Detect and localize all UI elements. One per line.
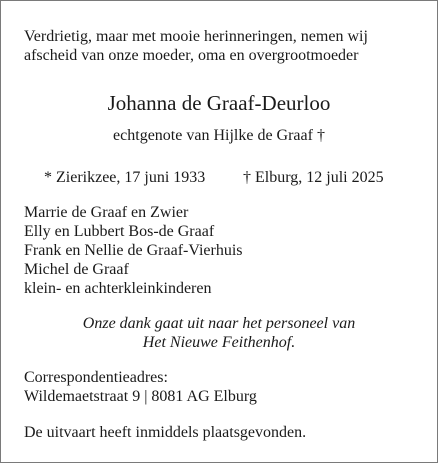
thanks-line-1: Onze dank gaat uit naar het personeel van bbox=[82, 315, 356, 332]
thanks-text bbox=[0, 314, 438, 352]
death-date: † Elburg, 12 juli 2025 bbox=[243, 169, 384, 186]
family-list bbox=[24, 203, 243, 298]
intro-text bbox=[24, 27, 424, 65]
birth-date: * Zierikzee, 17 juni 1933 bbox=[44, 169, 206, 186]
spouse-line: echtgenote van Hijlke de Graaf † bbox=[113, 127, 325, 144]
intro-line-2: afscheid van onze moeder, oma en overgrootmoeder bbox=[24, 47, 359, 64]
family-member: Marrie de Graaf en Zwier bbox=[24, 204, 189, 221]
address-label: Correspondentieadres: bbox=[24, 369, 168, 386]
family-member: Frank en Nellie de Graaf-Vierhuis bbox=[24, 242, 243, 259]
address-value: Wildemaetstraat 9 | 8081 AG Elburg bbox=[24, 388, 257, 405]
correspondence-address bbox=[24, 368, 257, 406]
deceased-name: Johanna de Graaf-Deurloo bbox=[107, 91, 331, 115]
family-member: klein- en achterkleinkinderen bbox=[24, 280, 212, 297]
intro-line-1: Verdrietig, maar met mooie herinneringen, nemen wij bbox=[24, 28, 368, 45]
thanks-line-2: Het Nieuwe Feithenhof. bbox=[142, 334, 296, 351]
family-member: Elly en Lubbert Bos-de Graaf bbox=[24, 223, 215, 240]
family-member: Michel de Graaf bbox=[24, 261, 129, 278]
closing-text: De uitvaart heeft inmiddels plaatsgevonden. bbox=[24, 424, 307, 441]
